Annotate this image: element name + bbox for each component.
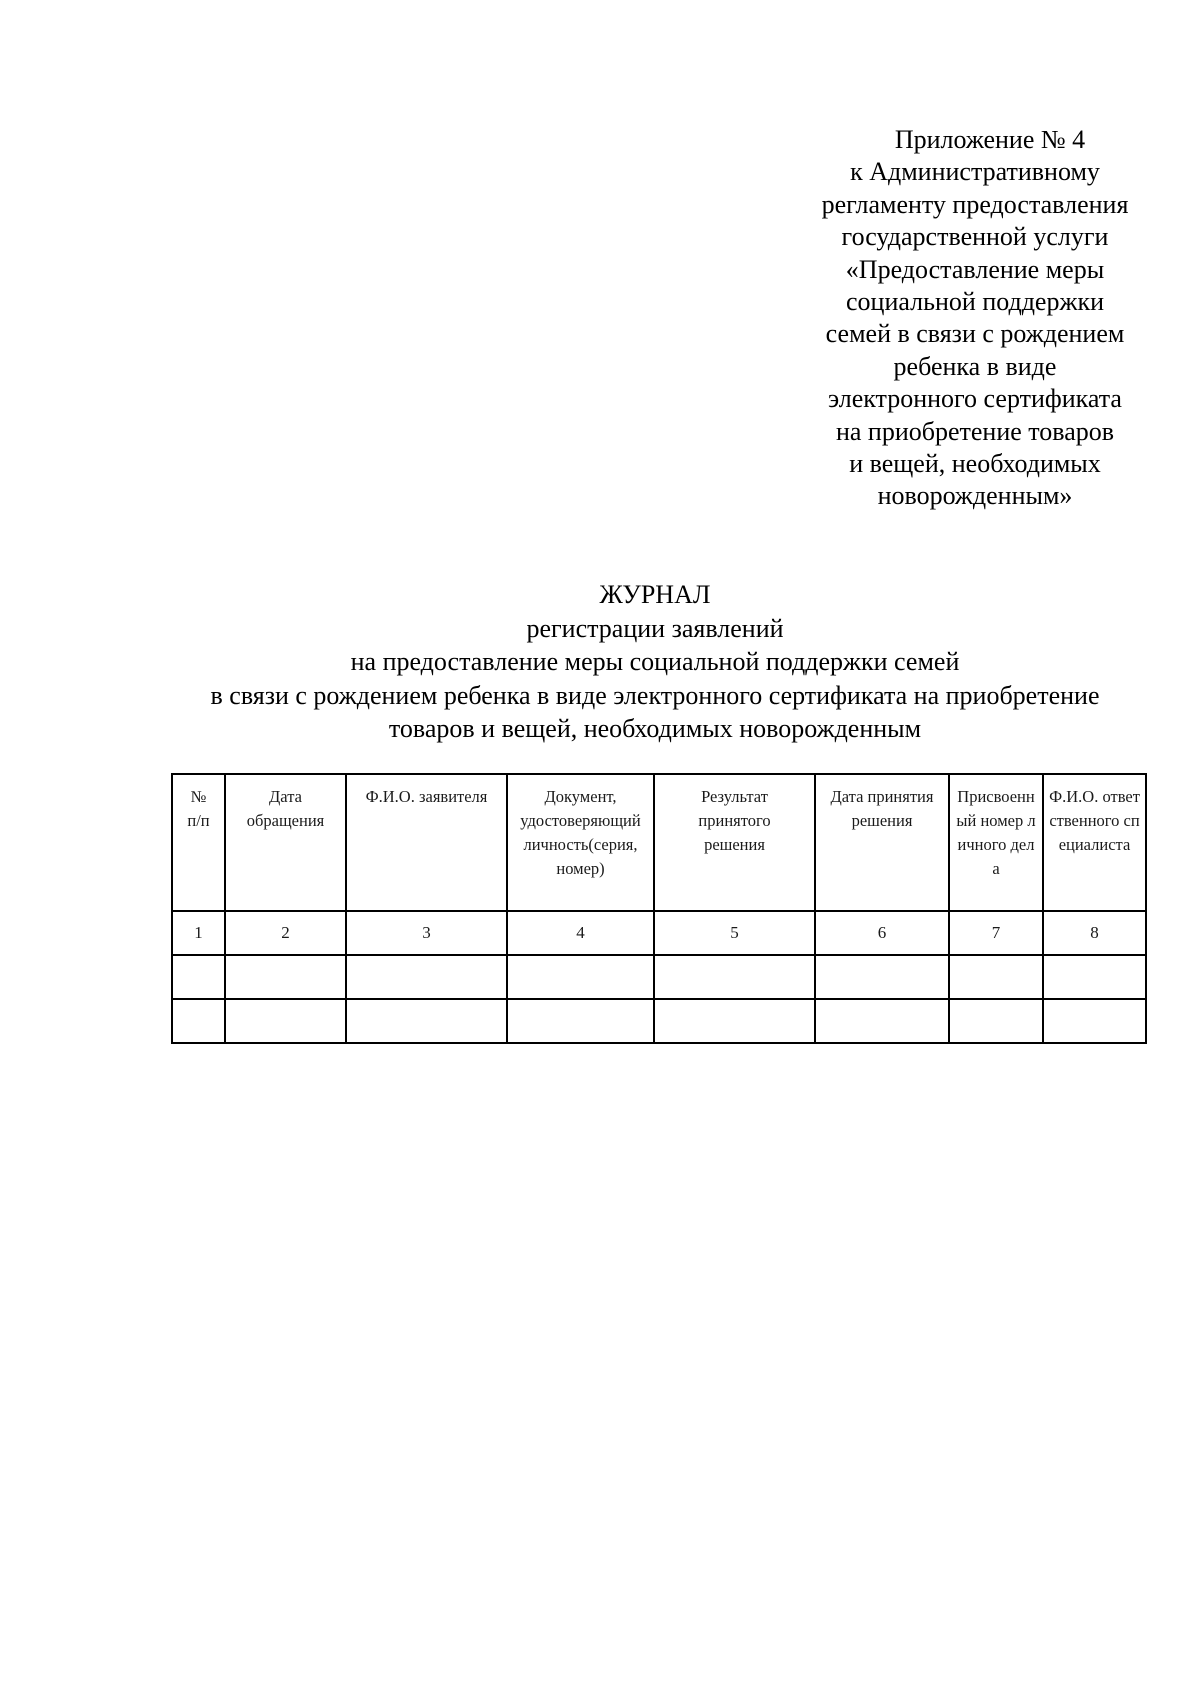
table-cell bbox=[507, 999, 654, 1043]
table-cell bbox=[507, 955, 654, 999]
appendix-line: к Административному bbox=[850, 157, 1100, 187]
appendix-line: на приобретение товаров bbox=[835, 416, 1115, 446]
column-number-cell: 5 bbox=[654, 911, 815, 955]
table-cell bbox=[1043, 955, 1146, 999]
appendix-line: государственной услуги bbox=[841, 222, 1109, 252]
appendix-line: новорожденным» bbox=[877, 481, 1073, 511]
table-row bbox=[172, 999, 1146, 1043]
header-cell-request-date bbox=[225, 774, 346, 911]
table-cell bbox=[815, 955, 949, 999]
registration-table bbox=[171, 773, 1147, 1044]
table-cell bbox=[225, 955, 346, 999]
column-number-cell: 6 bbox=[815, 911, 949, 955]
header-label: Дата обращения bbox=[246, 787, 325, 830]
table-cell bbox=[949, 999, 1043, 1043]
appendix-line: социальной поддержки bbox=[846, 287, 1104, 317]
appendix-line: Приложение № 4 bbox=[894, 125, 1086, 154]
header-label: Ф.И.О. заявителя bbox=[365, 787, 488, 806]
header-label: Присвоенный номер личного дела bbox=[956, 787, 1036, 878]
table-cell bbox=[1043, 999, 1146, 1043]
header-label: Документ, удостоверяющий личность(серия, номер) bbox=[520, 787, 641, 878]
header-cell-number bbox=[172, 774, 225, 911]
table-row bbox=[172, 955, 1146, 999]
header-label: Результат принятого решения bbox=[698, 787, 771, 854]
appendix-line: «Предоставление меры bbox=[845, 254, 1105, 284]
table-cell bbox=[654, 955, 815, 999]
appendix-line: семей в связи с рождением bbox=[825, 319, 1125, 349]
table-cell bbox=[346, 955, 507, 999]
column-number-cell: 1 bbox=[172, 911, 225, 955]
table-cell bbox=[815, 999, 949, 1043]
appendix-line: ребенка в виде bbox=[893, 351, 1057, 381]
header-cell-decision-result bbox=[654, 774, 815, 911]
header-cell-case-number bbox=[949, 774, 1043, 911]
table-header-row bbox=[172, 774, 1146, 911]
column-number-cell: 4 bbox=[507, 911, 654, 955]
header-label: Ф.И.О. ответственного специалиста bbox=[1049, 787, 1140, 854]
journal-subtitle-line: товаров и вещей, необходимых новорожденным bbox=[388, 714, 922, 743]
column-number-cell: 7 bbox=[949, 911, 1043, 955]
journal-subtitle-line: регистрации заявлений bbox=[526, 613, 784, 643]
journal-subtitle-line: в связи с рождением ребенка в виде электронного сертификата на приобретение bbox=[210, 680, 1100, 710]
table-cell bbox=[949, 955, 1043, 999]
appendix-line: и вещей, необходимых bbox=[849, 449, 1101, 479]
journal-heading bbox=[160, 578, 1150, 746]
header-label: Дата принятия решения bbox=[830, 787, 934, 830]
column-number-row bbox=[172, 911, 1146, 955]
column-number-cell: 3 bbox=[346, 911, 507, 955]
journal-subtitle-line: на предоставление меры социальной поддержки семей bbox=[350, 647, 960, 676]
table-cell bbox=[654, 999, 815, 1043]
header-cell-applicant-name bbox=[346, 774, 507, 911]
header-cell-responsible-specialist bbox=[1043, 774, 1146, 911]
appendix-block bbox=[785, 124, 1165, 513]
table-cell bbox=[225, 999, 346, 1043]
journal-title: ЖУРНАЛ bbox=[599, 580, 711, 609]
header-cell-identity-document bbox=[507, 774, 654, 911]
header-cell-decision-date bbox=[815, 774, 949, 911]
column-number-cell: 8 bbox=[1043, 911, 1146, 955]
appendix-line: электронного сертификата bbox=[828, 384, 1122, 414]
column-number-cell: 2 bbox=[225, 911, 346, 955]
table-cell bbox=[346, 999, 507, 1043]
table-cell bbox=[172, 955, 225, 999]
appendix-line: регламенту предоставления bbox=[821, 189, 1129, 219]
header-label: № п/п bbox=[187, 787, 210, 830]
table-cell bbox=[172, 999, 225, 1043]
